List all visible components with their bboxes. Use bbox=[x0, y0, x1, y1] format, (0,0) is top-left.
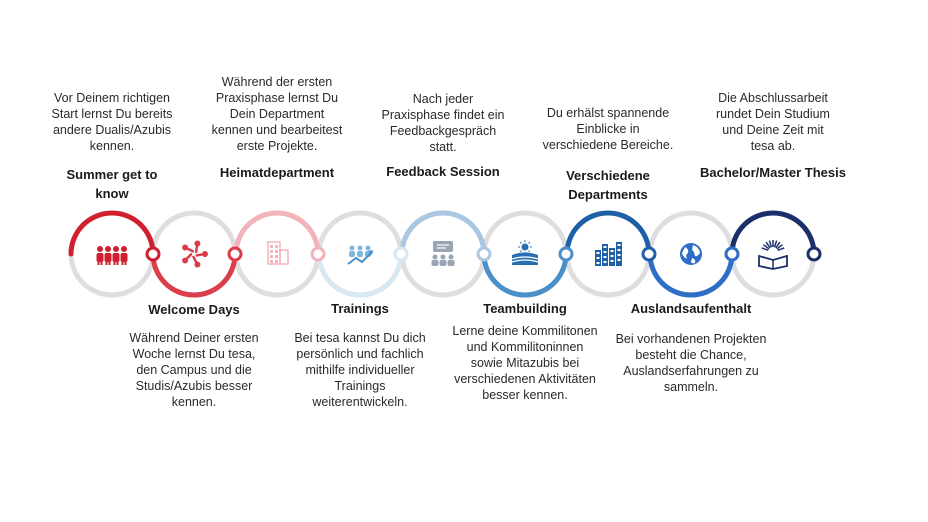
step-description-7: Du erhälst spannende Einblicke in verschiedene Bereiche. bbox=[542, 106, 674, 152]
growth-people-icon bbox=[348, 246, 373, 265]
book-celebration-icon bbox=[759, 240, 787, 269]
step-title-1: Summer get to know bbox=[66, 167, 158, 201]
feedback-meeting-icon bbox=[432, 241, 455, 266]
step-title-3: Heimatdepartment bbox=[219, 165, 335, 180]
step-title-4: Trainings bbox=[331, 301, 389, 316]
connector-dot-8 bbox=[726, 248, 738, 260]
handshake-circle-icon bbox=[182, 241, 208, 268]
step-title-2: Welcome Days bbox=[148, 302, 240, 317]
connector-dot-9 bbox=[808, 248, 820, 260]
step-description-4: Bei tesa kannst Du dich persönlich und fachlich mithilfe individueller Trainings weiterentwickeln. bbox=[294, 331, 426, 409]
people-group-icon bbox=[97, 246, 128, 265]
ring-arc-9 bbox=[732, 213, 814, 254]
landscape-icon bbox=[512, 240, 538, 265]
connector-dot-3 bbox=[312, 248, 324, 260]
step-title-5: Feedback Session bbox=[386, 164, 500, 179]
ring-arc-1 bbox=[71, 213, 153, 254]
step-description-6: Lerne deine Kommilitonen und Kommilitoninnen sowie Mitazubis bei verschiedenen Aktivitäten besser kennen. bbox=[452, 324, 598, 402]
connector-dot-1 bbox=[147, 248, 159, 260]
globe-icon bbox=[680, 243, 702, 265]
step-description-5: Nach jeder Praxisphase findet ein Feedbackgespräch statt. bbox=[381, 92, 505, 154]
step-title-8: Auslandsaufenthalt bbox=[630, 301, 752, 316]
step-title-9: Bachelor/Master Thesis bbox=[700, 165, 846, 180]
city-skyline-icon bbox=[595, 242, 622, 266]
connector-dot-2 bbox=[229, 248, 241, 260]
step-description-2: Während Deiner ersten Woche lernst Du tesa, den Campus und die Studis/Azubis besser kennen. bbox=[129, 331, 259, 409]
step-description-3: Während der ersten Praxisphase lernst Du Dein Department kennen und bearbeitest erste Projekte. bbox=[211, 75, 343, 153]
connector-dot-5 bbox=[478, 248, 490, 260]
connector-dot-7 bbox=[643, 248, 655, 260]
step-title-7: Verschiedene Departments bbox=[566, 168, 650, 202]
step-description-8: Bei vorhandenen Projekten besteht die Chance, Auslandserfahrungen zu sammeln. bbox=[615, 332, 767, 394]
connector-dot-4 bbox=[395, 248, 407, 260]
connector-dot-6 bbox=[560, 248, 572, 260]
office-building-icon bbox=[268, 242, 288, 264]
step-description-9: Die Abschlussarbeit rundet Dein Studium und Deine Zeit mit tesa ab. bbox=[716, 91, 830, 153]
step-title-6: Teambuilding bbox=[483, 301, 567, 316]
step-description-1: Vor Deinem richtigen Start lernst Du bereits andere Dualis/Azubis kennen. bbox=[51, 91, 173, 153]
